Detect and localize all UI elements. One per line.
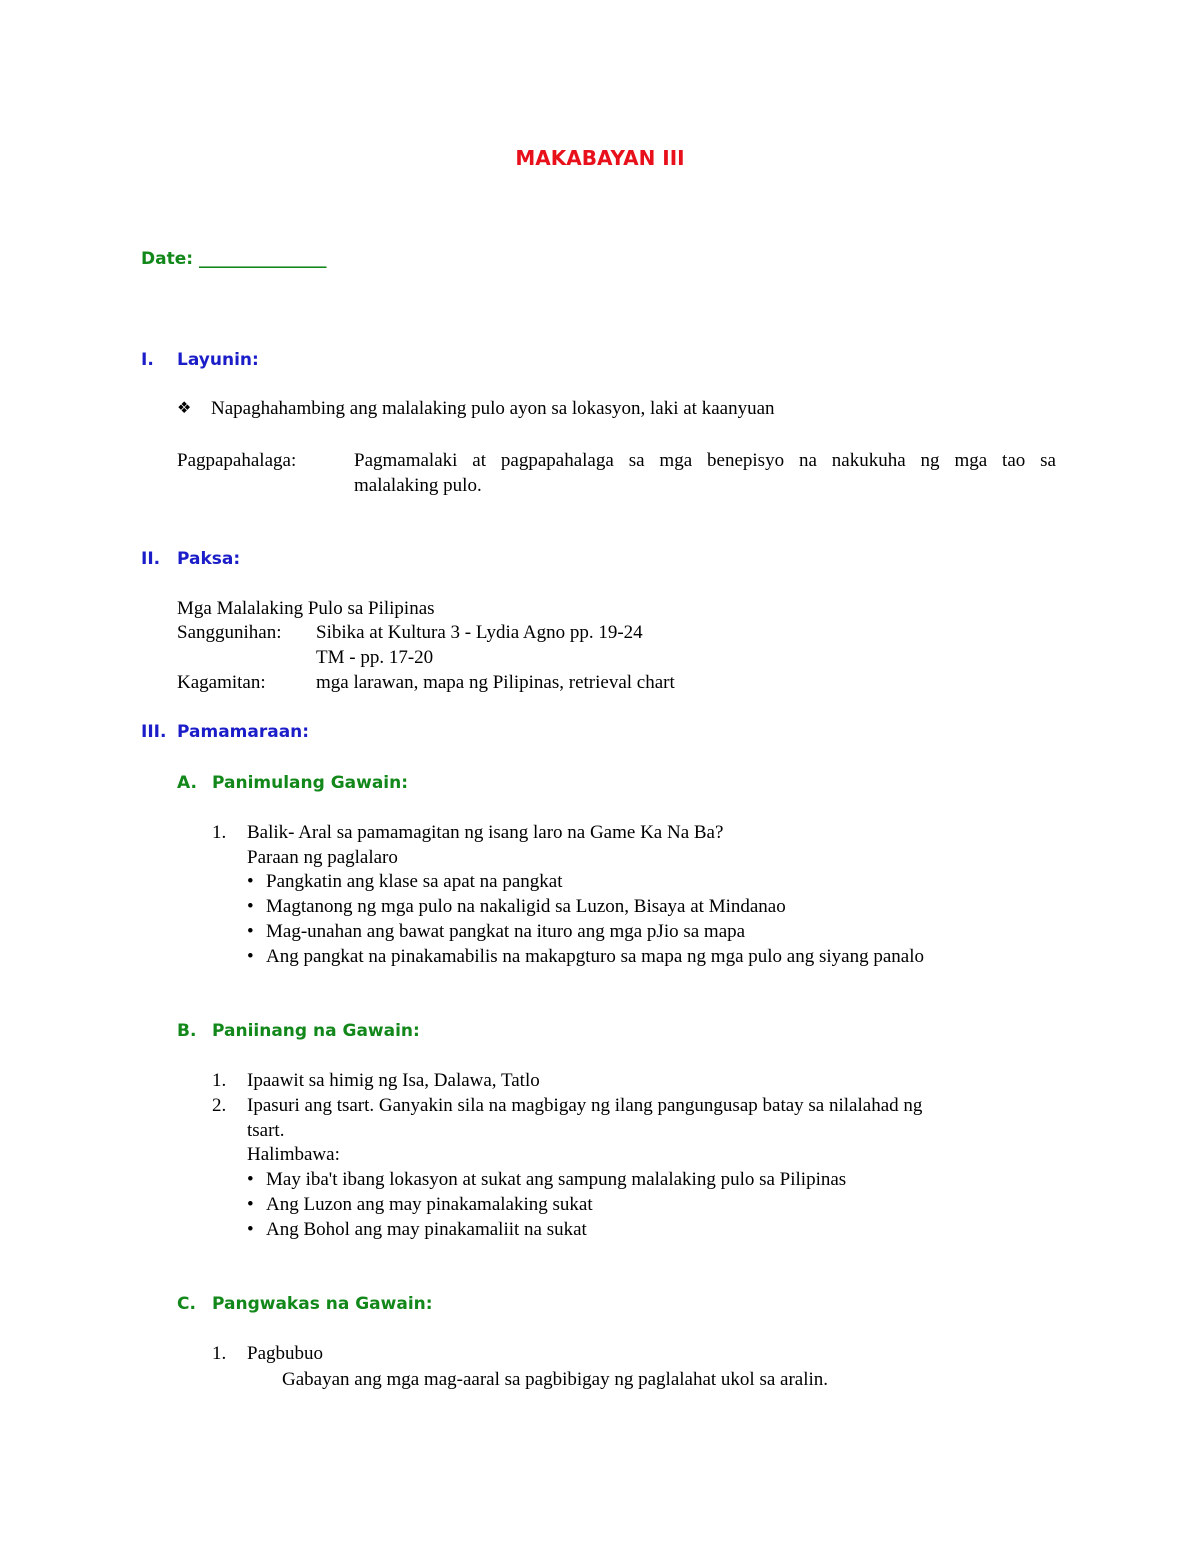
reference-2: TM - pp. 17-20 xyxy=(316,647,434,668)
section-3-number: III. xyxy=(141,722,167,742)
section-2-heading: Paksa: xyxy=(177,549,241,569)
subsection-b-letter: B. xyxy=(177,1021,197,1041)
section-3-heading: Pamamaraan: xyxy=(177,722,310,742)
values-text-line1: Pagmamalaki at pagpapahalaga sa mga benepisyo na nakukuha ng mga tao sa xyxy=(354,450,1056,471)
list-item: • May iba't ibang lokasyon at sukat ang sampung malalaking pulo sa Pilipinas xyxy=(266,1169,846,1191)
subsection-a-heading: Panimulang Gawain: xyxy=(212,773,409,793)
a-item-1-sub: Paraan ng paglalaro xyxy=(247,847,398,868)
subsection-c-letter: C. xyxy=(177,1294,196,1314)
subsection-a-letter: A. xyxy=(177,773,197,793)
reference-label: Sanggunihan: xyxy=(177,622,282,643)
list-item: • Magtanong ng mga pulo na nakaligid sa Luzon, Bisaya at Mindanao xyxy=(266,896,786,918)
materials-label: Kagamitan: xyxy=(177,672,266,693)
list-item: • Ang pangkat na pinakamabilis na makapgturo sa mapa ng mga pulo ang siyang panalo xyxy=(266,946,924,968)
list-item: • Ang Luzon ang may pinakamalaking sukat xyxy=(266,1194,593,1216)
section-2-number: II. xyxy=(141,549,161,569)
date-blank: _______________ xyxy=(198,249,327,269)
c-item-1-detail: Gabayan ang mga mag-aaral sa pagbibigay ng paglalahat ukol sa aralin. xyxy=(282,1369,829,1390)
topic-text: Mga Malalaking Pulo sa Pilipinas xyxy=(177,598,435,619)
b-item-2-number: 2. xyxy=(212,1095,227,1116)
list-item: • Ang Bohol ang may pinakamaliit na sukat xyxy=(266,1219,587,1241)
a-item-1-text: Balik- Aral sa pamamagitan ng isang laro na Game Ka Na Ba? xyxy=(247,822,724,843)
document-title: MAKABAYAN III xyxy=(515,146,685,170)
list-item: • Mag-unahan ang bawat pangkat na ituro ang mga pJio sa mapa xyxy=(266,921,745,943)
b-item-1-number: 1. xyxy=(212,1070,227,1091)
objective-text: Napaghahambing ang malalaking pulo ayon sa lokasyon, laki at kaanyuan xyxy=(211,398,775,419)
b-item-1-text: Ipaawit sa himig ng Isa, Dalawa, Tatlo xyxy=(247,1070,540,1091)
subsection-b-heading: Paniinang na Gawain: xyxy=(212,1021,420,1041)
c-item-1-text: Pagbubuo xyxy=(247,1343,323,1364)
list-item: • Pangkatin ang klase sa apat na pangkat xyxy=(266,871,563,893)
date-line xyxy=(141,249,326,269)
c-item-1-number: 1. xyxy=(212,1343,227,1364)
b-item-2-text-line1: Ipasuri ang tsart. Ganyakin sila na magbigay ng ilang pangungusap batay sa nilalahad ng xyxy=(247,1095,923,1116)
a-item-1-number: 1. xyxy=(212,822,227,843)
values-text-line2: malalaking pulo. xyxy=(354,475,482,496)
reference-1: Sibika at Kultura 3 - Lydia Agno pp. 19-24 xyxy=(316,622,643,643)
materials-text: mga larawan, mapa ng Pilipinas, retrieval chart xyxy=(316,672,675,693)
diamond-bullet-icon: ❖ xyxy=(177,398,192,417)
section-1-number: I. xyxy=(141,350,154,370)
date-label: Date: xyxy=(141,249,194,269)
b-item-2-sub: Halimbawa: xyxy=(247,1144,340,1165)
section-1-heading: Layunin: xyxy=(177,350,259,370)
b-item-2-text-line2: tsart. xyxy=(247,1120,285,1141)
values-label: Pagpapahalaga: xyxy=(177,450,297,471)
subsection-c-heading: Pangwakas na Gawain: xyxy=(212,1294,433,1314)
